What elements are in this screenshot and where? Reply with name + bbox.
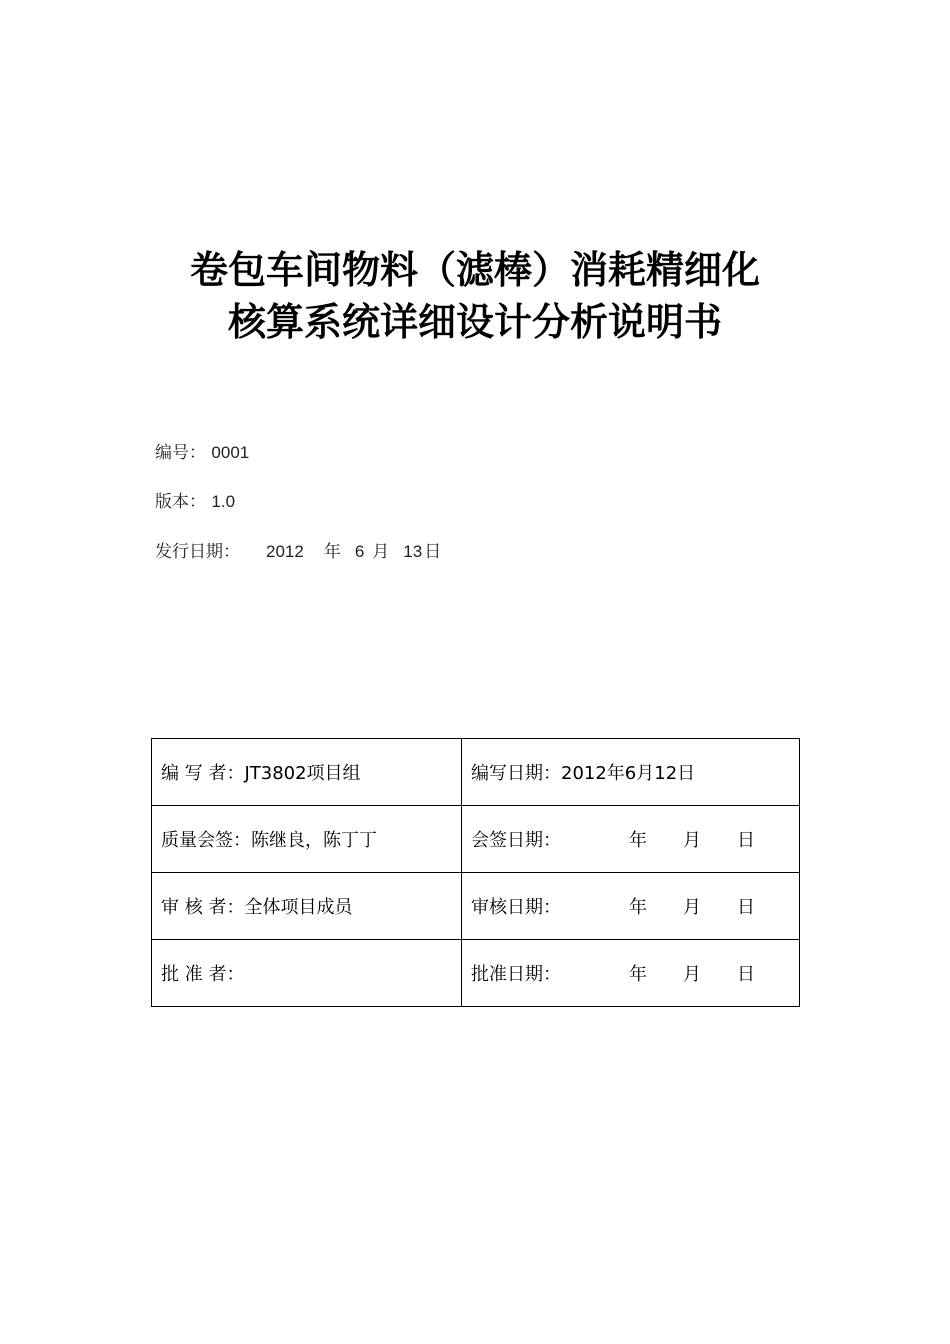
day-unit: 日 bbox=[737, 897, 755, 918]
issue-day-unit: 日 bbox=[424, 542, 442, 562]
document-version-label: 版本： bbox=[155, 492, 206, 512]
author-date-cell: 编写日期：2012年6月12日 bbox=[462, 739, 800, 806]
issue-month: 6 bbox=[354, 542, 365, 561]
document-version bbox=[155, 493, 235, 511]
table-row bbox=[152, 873, 800, 940]
document-number bbox=[155, 444, 249, 462]
document-version-value: 1.0 bbox=[211, 492, 236, 511]
issue-date-label: 发行日期： bbox=[155, 542, 240, 562]
document-number-label: 编号： bbox=[155, 443, 206, 463]
issue-date bbox=[155, 543, 455, 561]
day-unit: 日 bbox=[737, 830, 755, 851]
approval-date-cell bbox=[462, 940, 800, 1007]
issue-year-unit: 年 bbox=[323, 542, 341, 562]
approval-date-label: 批准日期： bbox=[471, 964, 561, 985]
month-unit: 月 bbox=[683, 830, 701, 851]
document-title-line-1: 卷包车间物料（滤棒）消耗精细化 bbox=[189, 248, 760, 292]
month-unit: 月 bbox=[683, 964, 701, 985]
year-unit: 年 bbox=[629, 830, 647, 851]
day-unit: 日 bbox=[737, 964, 755, 985]
issue-year: 2012 bbox=[266, 542, 304, 561]
signoff-date-label: 会签日期： bbox=[471, 830, 561, 851]
signoff-date-cell bbox=[462, 806, 800, 873]
issue-month-unit: 月 bbox=[372, 542, 390, 562]
year-unit: 年 bbox=[629, 897, 647, 918]
reviewer-cell: 审 核 者：全体项目成员 bbox=[152, 873, 462, 940]
table-row bbox=[152, 940, 800, 1007]
document-title-line-2: 核算系统详细设计分析说明书 bbox=[227, 300, 722, 344]
document-number-value: 0001 bbox=[211, 443, 250, 462]
signature-table bbox=[151, 738, 800, 1007]
approver-cell: 批 准 者： bbox=[152, 940, 462, 1007]
author-cell: 编 写 者：JT3802项目组 bbox=[152, 739, 462, 806]
issue-day: 13 bbox=[403, 542, 423, 561]
month-unit: 月 bbox=[683, 897, 701, 918]
year-unit: 年 bbox=[629, 964, 647, 985]
table-row bbox=[152, 806, 800, 873]
review-date-label: 审核日期： bbox=[471, 897, 561, 918]
table-row bbox=[152, 739, 800, 806]
review-date-cell bbox=[462, 873, 800, 940]
quality-signoff-cell: 质量会签：陈继良，陈丁丁 bbox=[152, 806, 462, 873]
